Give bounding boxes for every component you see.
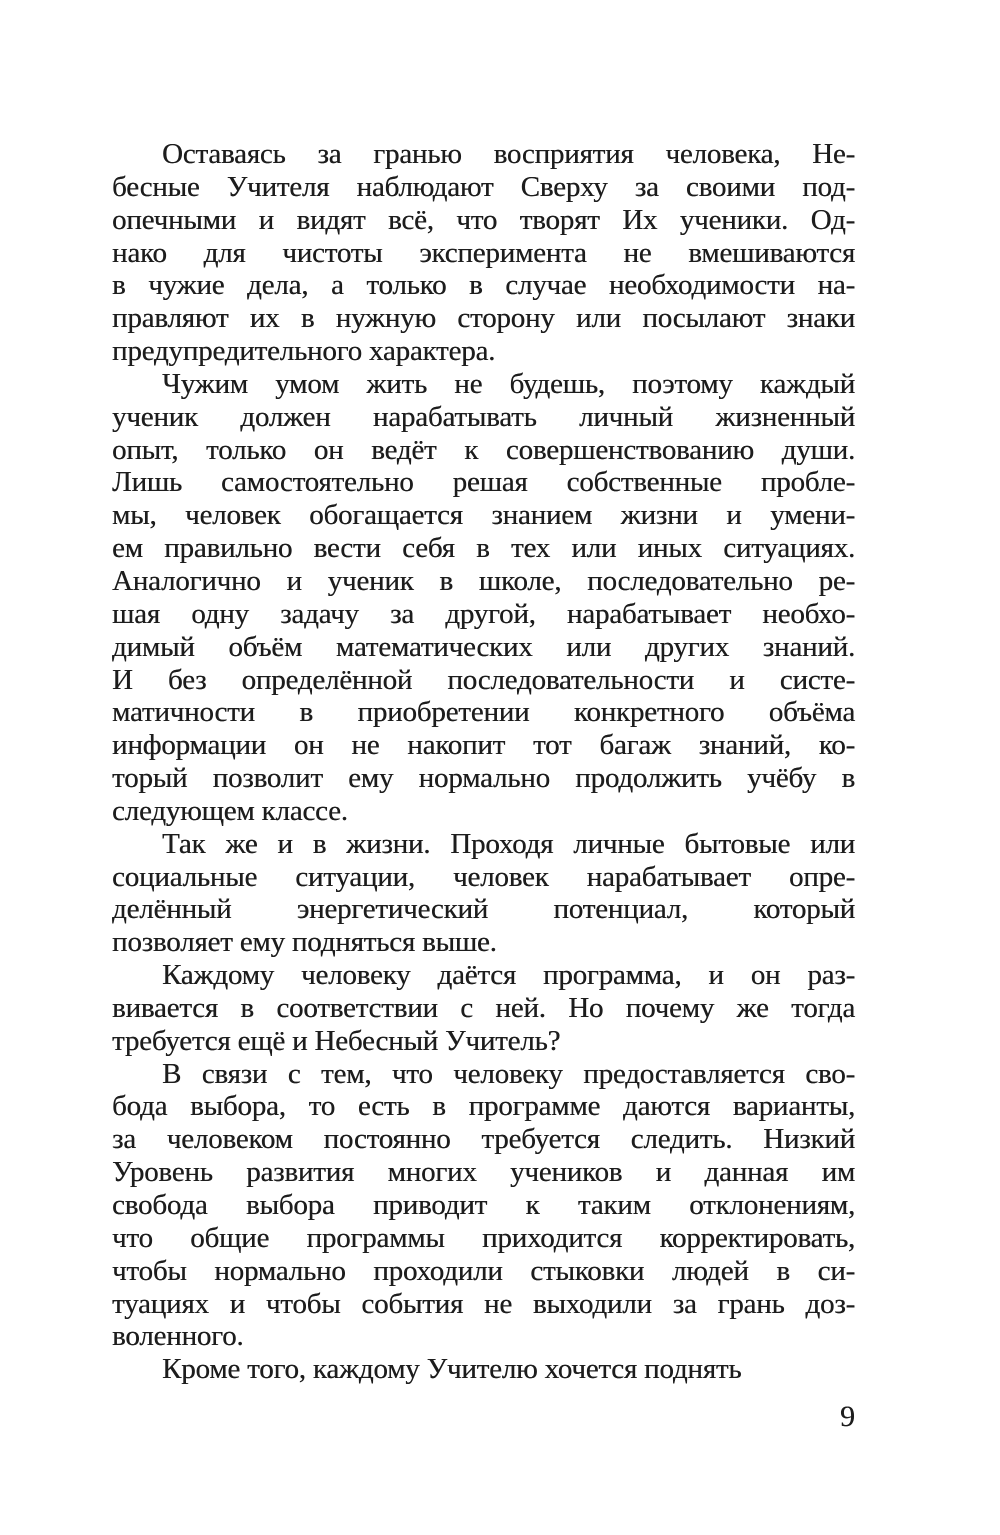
text-line: требуется ещё и Небесный Учитель? [112,1024,561,1057]
text-line: делённый энергетический потенциал, который [112,893,855,926]
text-line: ученик должен нарабатывать личный жизненный [112,400,855,433]
text-line: Каждому человеку даётся программа, и он раз- [162,959,855,992]
text-line: Аналогично и ученик в школе, последовательно ре- [112,564,855,597]
text-line: следующем классе. [112,794,348,827]
text-line: позволяет ему подняться выше. [112,926,497,959]
text-line: опечными и видят всё, что творят Их ученики. Од- [112,203,855,236]
text-line: ем правильно вести себя в тех или иных ситуациях. [112,532,855,565]
text-line: предупредительного характера. [112,335,496,368]
text-line: Оставаясь за гранью восприятия человека, Не- [162,138,855,170]
text-line: вивается в соответствии с ней. Но почему же тогда [112,991,855,1024]
text-line: шая одну задачу за другой, нарабатывает необхо- [112,597,855,630]
text-line: бесные Учителя наблюдают Сверху за своими под- [112,170,855,203]
page-number: 9 [840,1400,855,1433]
text-line: Так же и в жизни. Проходя личные бытовые или [162,827,855,860]
text-line: нако для чистоты эксперимента не вмешиваются [112,236,855,269]
text-line: Кроме того, каждому Учителю хочется поднять [162,1353,742,1386]
text-line: социальные ситуации, человек нарабатывает опре- [112,860,855,893]
text-line: чтобы нормально проходили стыковки людей в си- [112,1254,855,1287]
text-line: туациях и чтобы события не выходили за грань доз- [112,1287,855,1320]
page-text [112,138,855,1386]
text-line: свобода выбора приводит к таким отклонениям, [112,1189,855,1221]
text-line: И без определённой последовательности и систе- [112,663,855,696]
text-line: матичности в приобретении конкретного объёма [112,696,855,729]
text-line: что общие программы приходится корректировать, [112,1221,855,1254]
text-line: опыт, только он ведёт к совершенствованию души. [112,433,855,466]
text-line: димый объём математических или других знаний. [112,630,855,663]
text-line: В связи с тем, что человеку предоставляется сво- [162,1057,855,1090]
text-line: в чужие дела, а только в случае необходимости на- [112,269,855,302]
text-line: Чужим умом жить не будешь, поэтому каждый [162,367,855,400]
text-line: Уровень развития многих учеников и данная им [112,1156,855,1189]
text-line: мы, человек обогащается знанием жизни и умени- [112,499,855,532]
text-line: за человеком постоянно требуется следить. Низкий [112,1123,855,1156]
text-line: информации он не накопит тот багаж знаний, ко- [112,729,855,762]
text-line: правляют их в нужную сторону или посылают знаки [112,302,855,335]
text-line: Лишь самостоятельно решая собственные пробле- [112,466,855,499]
text-line: бода выбора, то есть в программе даются варианты, [112,1090,855,1123]
text-line: воленного. [112,1320,244,1353]
text-line: торый позволит ему нормально продолжить учёбу в [112,762,855,795]
